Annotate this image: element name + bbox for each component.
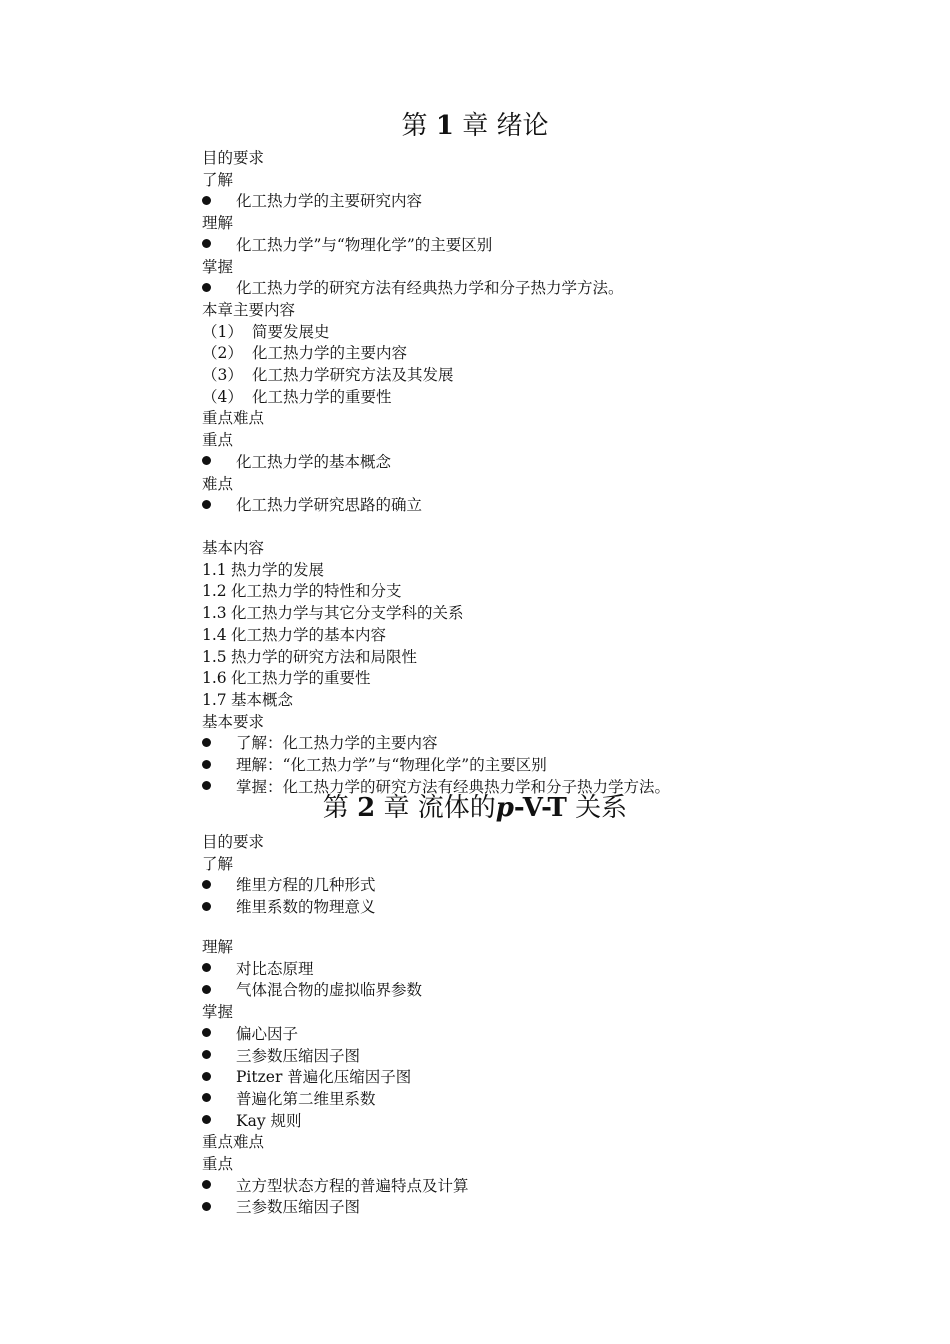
bullet-item [202, 495, 422, 515]
text-line: 目的要求 [202, 149, 265, 167]
bullet-text: 了解：化工热力学的主要内容 [236, 734, 438, 753]
item-text: 化工热力学的特性和分支 [231, 582, 402, 601]
section-item [202, 647, 417, 667]
bullet-item [202, 959, 314, 979]
bullet-item [202, 1089, 376, 1109]
item-number: （2） [202, 344, 243, 363]
bullet-item [202, 1046, 360, 1066]
bullet-text: 化工热力学的研究方法有经典热力学和分子热力学方法。 [236, 279, 624, 298]
bullet-item [202, 897, 376, 917]
text-line: 目的要求 [202, 833, 265, 851]
item-number: 1.1 [202, 560, 227, 579]
item-number: （4） [202, 387, 243, 406]
text-line: 重点 [202, 1155, 234, 1173]
chapter1-title-text: 章 绪论 [462, 111, 549, 141]
text-line: 重点难点 [202, 409, 265, 428]
chapter2-title-relation: 关系 [575, 793, 628, 823]
bullet-text: Kay 规则 [236, 1111, 302, 1130]
text-line: 理解 [202, 938, 234, 956]
bullet-text: 气体混合物的虚拟临界参数 [236, 981, 423, 1000]
bullet-item [202, 875, 376, 895]
bullet-dot-icon [202, 1115, 211, 1124]
bullet-dot-icon [202, 902, 211, 911]
bullet-text: 三参数压缩因子图 [236, 1046, 361, 1065]
item-text: 热力学的研究方法和局限性 [231, 647, 418, 666]
bullet-text: 维里系数的物理意义 [236, 898, 376, 917]
bullet-dot-icon [202, 1093, 211, 1102]
bullet-dot-icon [202, 963, 211, 972]
bullet-text: 普遍化第二维里系数 [236, 1089, 376, 1108]
bullet-dot-icon [202, 985, 211, 994]
bullet-dot-icon [202, 239, 211, 248]
bullet-item [202, 452, 391, 472]
text-line: 理解 [202, 214, 234, 233]
bullet-dot-icon [202, 1202, 211, 1211]
bullet-item [202, 980, 422, 1000]
bullet-dot-icon [202, 500, 211, 509]
item-text: 化工热力学与其它分支学科的关系 [231, 604, 464, 623]
bullet-dot-icon [202, 1072, 211, 1081]
bullet-item [202, 1067, 411, 1087]
bullet-dot-icon [202, 781, 211, 790]
text-line: 掌握 [202, 1003, 234, 1022]
bullet-text: 化工热力学”与“物理化学”的主要区别 [236, 235, 493, 254]
item-number: （3） [202, 366, 243, 384]
item-number: （1） [202, 322, 243, 341]
bullet-item [202, 278, 624, 298]
bullet-text: 掌握：化工热力学的研究方法有经典热力学和分子热力学方法。 [236, 777, 671, 796]
bullet-item [202, 235, 492, 255]
numbered-item [202, 365, 454, 385]
bullet-dot-icon [202, 1028, 211, 1037]
item-text: 化工热力学的主要内容 [252, 344, 408, 363]
bullet-dot-icon [202, 738, 211, 747]
bullet-text: 化工热力学的主要研究内容 [236, 192, 423, 211]
item-text: 化工热力学的基本内容 [231, 625, 387, 644]
text-line: 了解 [202, 854, 234, 873]
bullet-dot-icon [202, 760, 211, 769]
chapter2-title-text: 章 流体的 [383, 793, 496, 823]
bullet-dot-icon [202, 1180, 211, 1189]
item-text: 化工热力学的重要性 [231, 669, 371, 688]
bullet-item [202, 1024, 298, 1044]
chapter1-title-prefix: 第 [401, 111, 428, 141]
text-line: 本章主要内容 [202, 300, 296, 319]
item-number: 1.6 [202, 669, 227, 688]
bullet-item [202, 755, 547, 775]
text-line: 基本内容 [202, 539, 265, 557]
numbered-item [202, 343, 407, 363]
bullet-text: Pitzer 普遍化压缩因子图 [236, 1068, 412, 1087]
section-item [202, 625, 386, 645]
section-item [202, 560, 324, 580]
bullet-text: 三参数压缩因子图 [236, 1198, 361, 1217]
chapter1-title-number: 1 [435, 111, 454, 141]
bullet-text: 化工热力学研究思路的确立 [236, 496, 423, 515]
text-line: 了解 [202, 170, 234, 189]
bullet-text: 化工热力学的基本概念 [236, 452, 392, 471]
numbered-item [202, 387, 392, 407]
bullet-text: 对比态原理 [236, 959, 314, 978]
bullet-dot-icon [202, 283, 211, 292]
chapter2-title-p: p [495, 793, 514, 823]
bullet-text: 立方型状态方程的普遍特点及计算 [236, 1176, 469, 1195]
chapter1-title [0, 111, 950, 141]
bullet-item [202, 1111, 302, 1131]
item-number: 1.5 [202, 647, 227, 666]
chapter2-title [0, 793, 950, 823]
chapter2-title-number: 2 [357, 793, 376, 823]
text-line: 重点难点 [202, 1133, 265, 1152]
bullet-item [202, 733, 438, 753]
section-item [202, 668, 371, 688]
item-number: 1.7 [202, 690, 227, 709]
bullet-text: 维里方程的几种形式 [236, 876, 376, 895]
item-text: 化工热力学的重要性 [252, 387, 392, 406]
bullet-item [202, 191, 422, 211]
bullet-dot-icon [202, 1050, 211, 1059]
text-line: 重点 [202, 431, 234, 450]
bullet-item [202, 1176, 469, 1196]
chapter2-title-vt: -V-T [513, 793, 567, 823]
section-item [202, 581, 402, 601]
text-line: 掌握 [202, 257, 234, 276]
item-number: 1.4 [202, 625, 227, 644]
bullet-text: 理解：“化工热力学”与“物理化学”的主要区别 [236, 756, 547, 774]
chapter2-title-prefix: 第 [322, 793, 349, 823]
item-text: 化工热力学研究方法及其发展 [252, 366, 454, 384]
item-text: 热力学的发展 [231, 560, 325, 579]
item-text: 简要发展史 [252, 322, 330, 341]
text-line: 难点 [202, 474, 234, 493]
item-number: 1.2 [202, 582, 227, 601]
item-number: 1.3 [202, 604, 227, 623]
item-text: 基本概念 [231, 690, 294, 709]
text-line: 基本要求 [202, 712, 265, 731]
bullet-dot-icon [202, 456, 211, 465]
bullet-item [202, 1197, 360, 1217]
bullet-text: 偏心因子 [236, 1024, 299, 1043]
numbered-item [202, 322, 330, 342]
section-item [202, 690, 293, 710]
bullet-dot-icon [202, 880, 211, 889]
section-item [202, 603, 464, 623]
bullet-dot-icon [202, 196, 211, 205]
